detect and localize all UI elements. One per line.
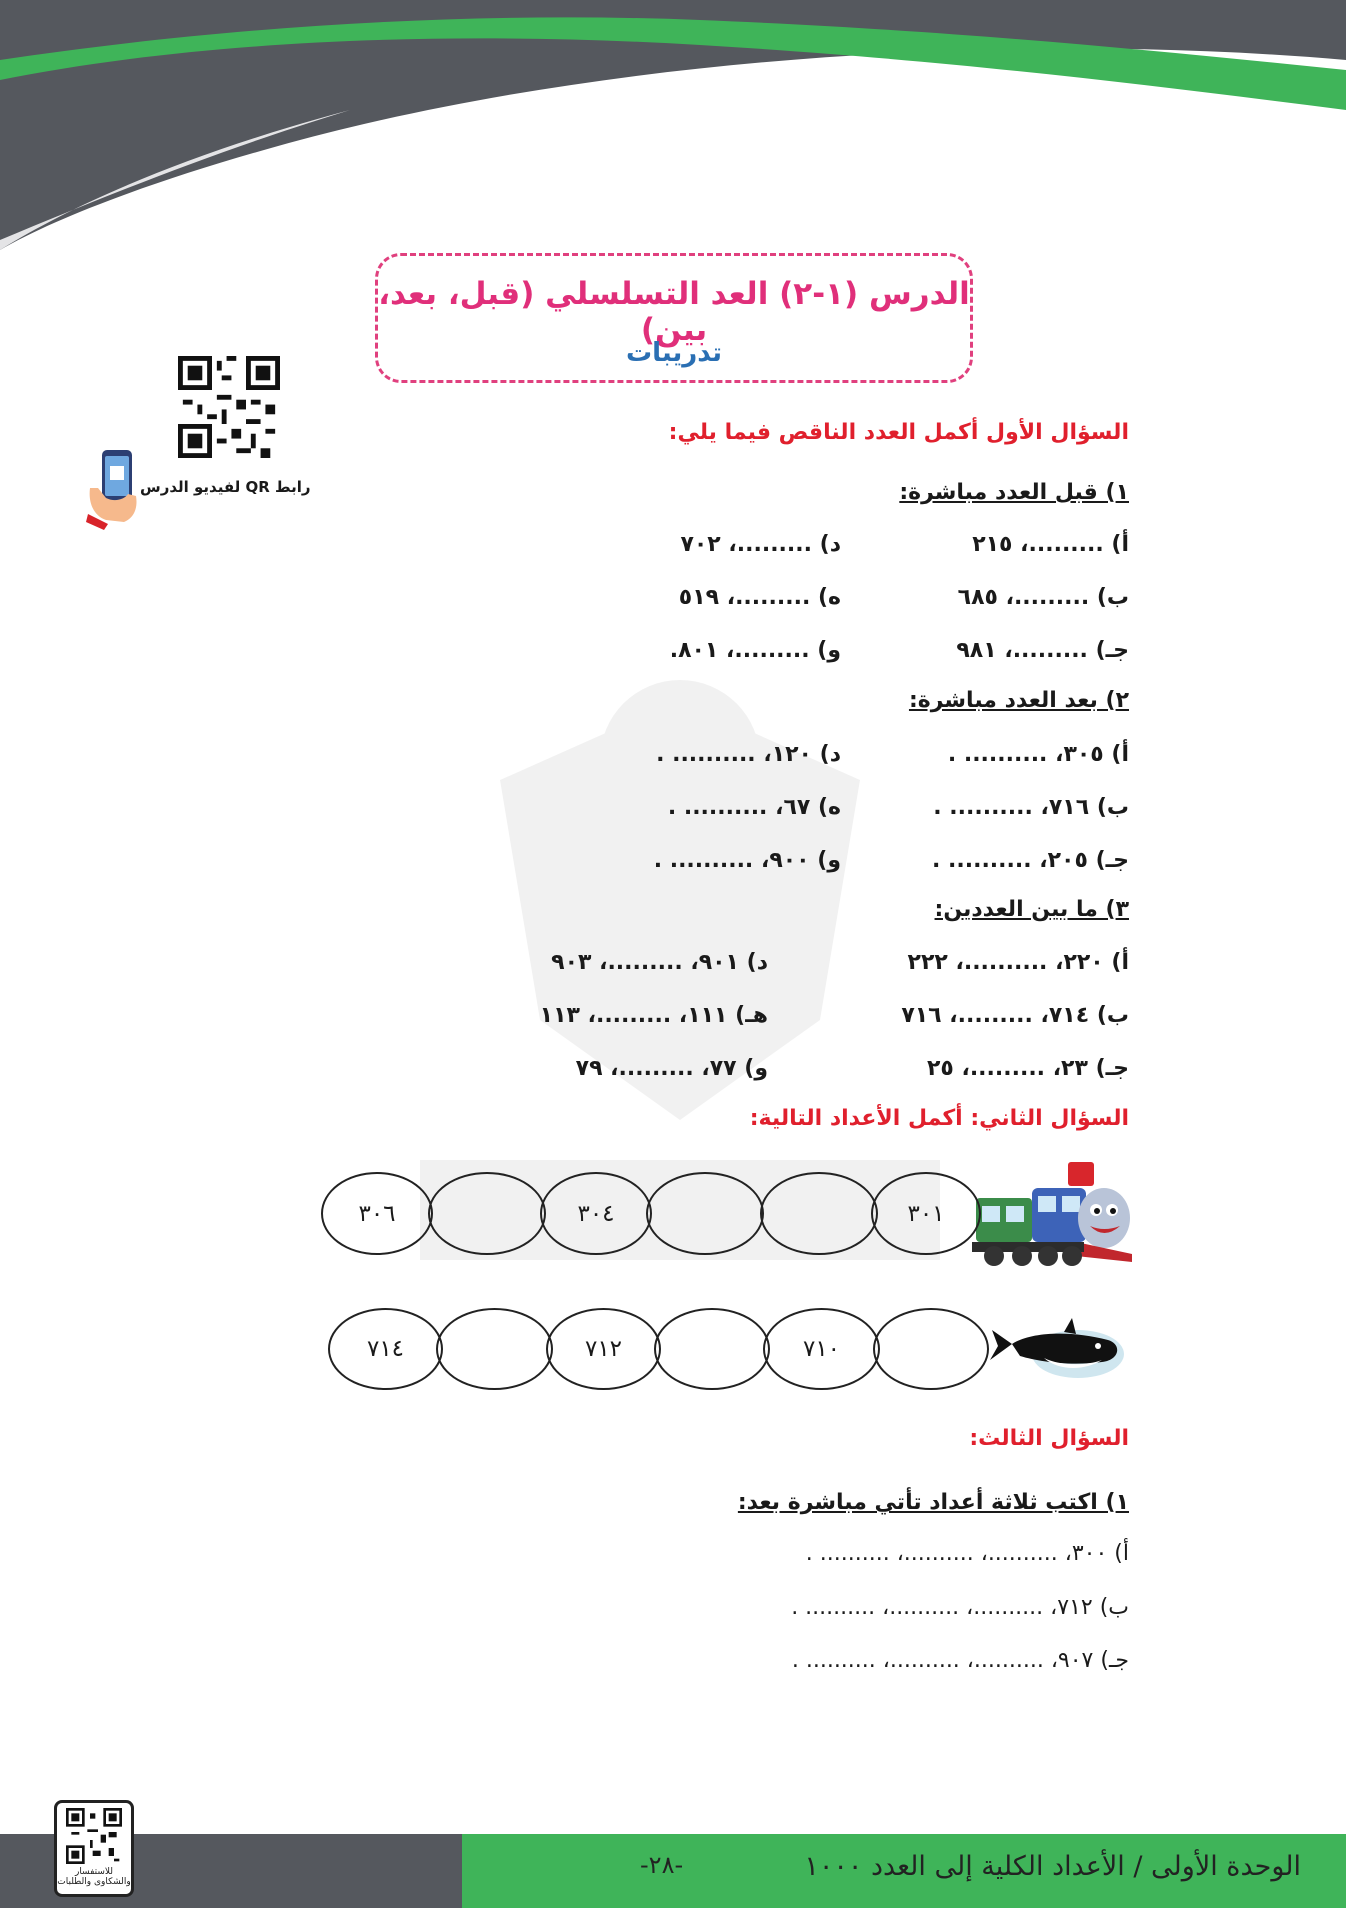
whale-oval-2[interactable]: ٧١٠ xyxy=(763,1308,880,1390)
q1-s2-item-d: د) ١٢٠، .......... . xyxy=(656,742,841,767)
q1-s2-item-b: ب) ٧١٦، .......... . xyxy=(933,795,1129,820)
header-decoration xyxy=(0,0,1346,260)
lesson-title: الدرس (١-٢) العد التسلسلي (قبل، بعد، بين) xyxy=(378,276,970,348)
lesson-title-box xyxy=(375,253,973,383)
phone-hand-icon xyxy=(84,448,144,530)
q3-item-a: أ) ٣٠٠، ..........، ..........، .......... . xyxy=(805,1541,1129,1566)
q1-s1-item-h: ه) .........، ٥١٩ xyxy=(678,585,841,610)
page-number: -٢٨- xyxy=(640,1851,684,1879)
q1-s2-item-h: ه) ٦٧، .......... . xyxy=(667,795,841,820)
q1-s1-item-b: ب) .........، ٦٨٥ xyxy=(957,585,1129,610)
q1-s1-item-d: د) .........، ٧٠٢ xyxy=(680,532,841,557)
q3-item-b: ب) ٧١٢، ..........، ..........، .......... . xyxy=(791,1595,1129,1620)
whale-oval-3[interactable] xyxy=(654,1308,770,1390)
train-oval-4[interactable]: ٣٠٤ xyxy=(540,1172,652,1255)
footer-unit-title: الوحدة الأولى / الأعداد الكلية إلى العدد ١٠٠٠ xyxy=(804,1851,1301,1882)
section2-title: ٢) بعد العدد مباشرة: xyxy=(908,688,1129,713)
q1-s1-item-j: جـ) .........، ٩٨١ xyxy=(956,638,1129,663)
q1-s1-item-a: أ) .........، ٢١٥ xyxy=(972,532,1129,557)
train-oval-3[interactable] xyxy=(646,1172,764,1255)
q1-s2-item-w: و) ٩٠٠، .......... . xyxy=(653,848,841,873)
q1-s3-item-w: و) ٧٧، .........، ٧٩ xyxy=(575,1056,768,1081)
question3-title: السؤال الثالث: xyxy=(969,1426,1129,1451)
question2-title: السؤال الثاني: أكمل الأعداد التالية: xyxy=(749,1106,1129,1131)
whale-oval-4[interactable]: ٧١٢ xyxy=(546,1308,661,1390)
q1-s3-item-a: أ) ٢٢٠، ..........، ٢٢٢ xyxy=(907,950,1129,975)
lesson-subtitle: تدريبات xyxy=(625,338,722,368)
train-oval-2[interactable] xyxy=(760,1172,878,1255)
q1-s2-item-a: أ) ٣٠٥، .......... . xyxy=(947,742,1129,767)
footer-qr-code[interactable] xyxy=(66,1808,122,1864)
footer-qr-caption: للاستفسار والشكاوى والطلبات xyxy=(57,1867,131,1887)
qr-caption: رابط QR لفيديو الدرس xyxy=(140,478,311,496)
whale-oval-5[interactable] xyxy=(436,1308,553,1390)
q1-s3-item-j: جـ) ٢٣، .........، ٢٥ xyxy=(926,1056,1129,1081)
q1-s3-item-b: ب) ٧١٤، .........، ٧١٦ xyxy=(901,1003,1129,1028)
q1-s3-item-h: هـ) ١١١، .........، ١١٣ xyxy=(539,1003,768,1028)
train-oval-6[interactable]: ٣٠٦ xyxy=(321,1172,433,1255)
q1-s2-item-j: جـ) ٢٠٥، .......... . xyxy=(932,848,1129,873)
question1-title: السؤال الأول أكمل العدد الناقص فيما يلي: xyxy=(668,420,1129,445)
q3-item-j: جـ) ٩٠٧، ..........، ..........، .......... . xyxy=(791,1648,1129,1673)
q3-section1-title: ١) اكتب ثلاثة أعداد تأتي مباشرة بعد: xyxy=(737,1490,1129,1515)
q1-s3-item-d: د) ٩٠١، .........، ٩٠٣ xyxy=(551,950,768,975)
whale-oval-1[interactable] xyxy=(873,1308,989,1390)
section1-title: ١) قبل العدد مباشرة: xyxy=(899,480,1129,505)
train-oval-1[interactable]: ٣٠١ xyxy=(871,1172,981,1255)
train-oval-5[interactable] xyxy=(428,1172,546,1255)
train-icon xyxy=(972,1158,1132,1272)
q1-s1-item-w: و) .........، ٨٠١. xyxy=(669,638,841,663)
section3-title: ٣) ما بين العددين: xyxy=(934,897,1129,922)
whale-icon xyxy=(990,1310,1126,1380)
lesson-qr-code[interactable] xyxy=(178,356,280,458)
whale-oval-6[interactable]: ٧١٤ xyxy=(328,1308,443,1390)
